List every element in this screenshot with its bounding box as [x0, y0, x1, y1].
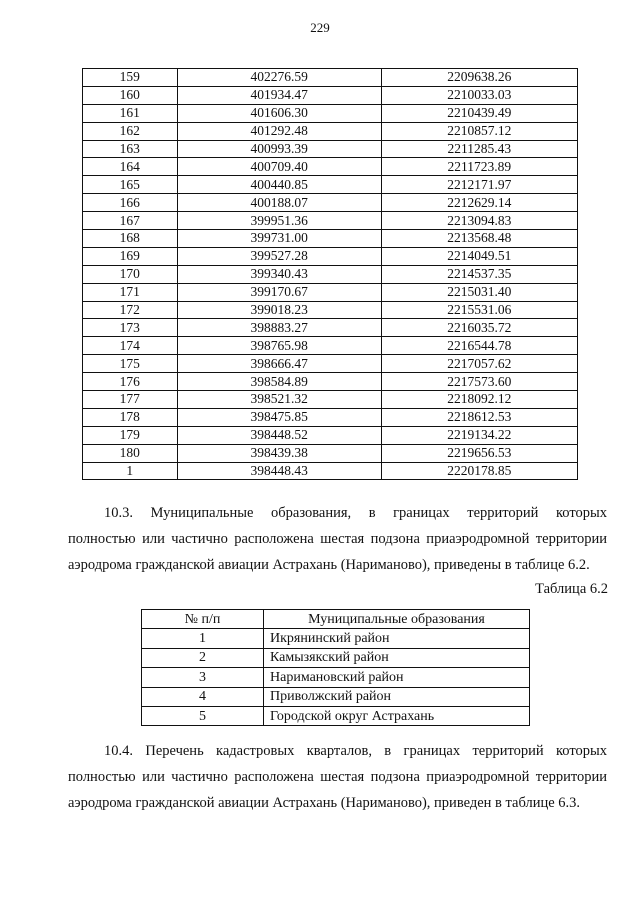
y-coordinate-cell: 2214537.35: [381, 265, 577, 283]
x-coordinate-cell: 399527.28: [177, 247, 381, 265]
paragraph-10-3: [68, 500, 607, 578]
point-number-cell: 162: [83, 122, 178, 140]
table-row: [83, 319, 578, 337]
paragraph-10-4: [68, 738, 607, 816]
table-row: [83, 355, 578, 373]
point-number-cell: 168: [83, 230, 178, 248]
point-number-cell: 174: [83, 337, 178, 355]
y-coordinate-cell: 2216035.72: [381, 319, 577, 337]
table-row: [83, 86, 578, 104]
point-number-cell: 163: [83, 140, 178, 158]
point-number-cell: 169: [83, 247, 178, 265]
row-number-cell: 1: [142, 629, 264, 648]
point-number-cell: 1: [83, 462, 178, 480]
x-coordinate-cell: 398765.98: [177, 337, 381, 355]
y-coordinate-cell: 2217573.60: [381, 373, 577, 391]
point-number-cell: 172: [83, 301, 178, 319]
point-number-cell: 178: [83, 408, 178, 426]
y-coordinate-cell: 2214049.51: [381, 247, 577, 265]
point-number-cell: 171: [83, 283, 178, 301]
y-coordinate-cell: 2215531.06: [381, 301, 577, 319]
y-coordinate-cell: 2217057.62: [381, 355, 577, 373]
point-number-cell: 167: [83, 212, 178, 230]
header-number: № п/п: [142, 610, 264, 629]
x-coordinate-cell: 400188.07: [177, 194, 381, 212]
municipality-name-cell: Икрянинский район: [264, 629, 530, 648]
table-caption: Таблица 6.2: [535, 581, 608, 597]
x-coordinate-cell: 398475.85: [177, 408, 381, 426]
x-coordinate-cell: 401292.48: [177, 122, 381, 140]
table-row: [83, 212, 578, 230]
y-coordinate-cell: 2216544.78: [381, 337, 577, 355]
x-coordinate-cell: 399340.43: [177, 265, 381, 283]
table-row: [83, 194, 578, 212]
point-number-cell: 179: [83, 426, 178, 444]
y-coordinate-cell: 2211723.89: [381, 158, 577, 176]
x-coordinate-cell: 402276.59: [177, 69, 381, 87]
table-row: [142, 648, 530, 667]
table-row: [142, 687, 530, 706]
y-coordinate-cell: 2210439.49: [381, 104, 577, 122]
x-coordinate-cell: 399731.00: [177, 230, 381, 248]
table-row: [83, 426, 578, 444]
municipality-name-cell: Приволжский район: [264, 687, 530, 706]
point-number-cell: 166: [83, 194, 178, 212]
table-row: [83, 265, 578, 283]
x-coordinate-cell: 401934.47: [177, 86, 381, 104]
point-number-cell: 164: [83, 158, 178, 176]
municipal-table: [141, 609, 530, 726]
municipal-table-header-row: [142, 610, 530, 629]
table-row: [142, 629, 530, 648]
x-coordinate-cell: 401606.30: [177, 104, 381, 122]
y-coordinate-cell: 2212629.14: [381, 194, 577, 212]
row-number-cell: 5: [142, 706, 264, 725]
x-coordinate-cell: 398448.52: [177, 426, 381, 444]
x-coordinate-cell: 400993.39: [177, 140, 381, 158]
point-number-cell: 177: [83, 391, 178, 409]
y-coordinate-cell: 2210033.03: [381, 86, 577, 104]
y-coordinate-cell: 2212171.97: [381, 176, 577, 194]
x-coordinate-cell: 398439.38: [177, 444, 381, 462]
x-coordinate-cell: 398584.89: [177, 373, 381, 391]
paragraph-10-4-body: полностью или частично расположена шестая подзона приаэродромной территории аэродрома гражданской авиации Астрахань (Нариманово), приведен в таблице 6.3.: [68, 769, 607, 811]
y-coordinate-cell: 2215031.40: [381, 283, 577, 301]
table-row: [83, 158, 578, 176]
table-row: [142, 706, 530, 725]
row-number-cell: 4: [142, 687, 264, 706]
x-coordinate-cell: 398521.32: [177, 391, 381, 409]
header-municipality: Муниципальные образования: [264, 610, 530, 629]
x-coordinate-cell: 398448.43: [177, 462, 381, 480]
y-coordinate-cell: 2213568.48: [381, 230, 577, 248]
x-coordinate-cell: 399951.36: [177, 212, 381, 230]
point-number-cell: 173: [83, 319, 178, 337]
table-row: [83, 247, 578, 265]
x-coordinate-cell: 399170.67: [177, 283, 381, 301]
coordinates-table: [82, 68, 578, 480]
y-coordinate-cell: 2219656.53: [381, 444, 577, 462]
x-coordinate-cell: 398883.27: [177, 319, 381, 337]
table-row: [83, 391, 578, 409]
municipality-name-cell: Наримановский район: [264, 668, 530, 687]
table-row: [83, 408, 578, 426]
table-row: [83, 69, 578, 87]
table-row: [83, 337, 578, 355]
y-coordinate-cell: 2209638.26: [381, 69, 577, 87]
y-coordinate-cell: 2211285.43: [381, 140, 577, 158]
paragraph-10-4-first-line: 10.4. Перечень кадастровых кварталов, в границах территорий которых: [104, 743, 607, 759]
page-number: 229: [310, 20, 330, 35]
y-coordinate-cell: 2218612.53: [381, 408, 577, 426]
table-row: [83, 283, 578, 301]
x-coordinate-cell: 400440.85: [177, 176, 381, 194]
point-number-cell: 170: [83, 265, 178, 283]
municipality-name-cell: Городской округ Астрахань: [264, 706, 530, 725]
paragraph-10-3-body: полностью или частично расположена шестая подзона приаэродромной территории аэродрома гражданской авиации Астрахань (Нариманово), приведены в таблице 6.2.: [68, 531, 607, 573]
table-row: [83, 462, 578, 480]
point-number-cell: 180: [83, 444, 178, 462]
table-row: [83, 140, 578, 158]
y-coordinate-cell: 2219134.22: [381, 426, 577, 444]
table-row: [83, 176, 578, 194]
y-coordinate-cell: 2218092.12: [381, 391, 577, 409]
point-number-cell: 161: [83, 104, 178, 122]
x-coordinate-cell: 399018.23: [177, 301, 381, 319]
table-row: [83, 444, 578, 462]
y-coordinate-cell: 2213094.83: [381, 212, 577, 230]
x-coordinate-cell: 400709.40: [177, 158, 381, 176]
row-number-cell: 2: [142, 648, 264, 667]
point-number-cell: 176: [83, 373, 178, 391]
y-coordinate-cell: 2210857.12: [381, 122, 577, 140]
table-row: [83, 373, 578, 391]
table-row: [83, 122, 578, 140]
table-row: [83, 104, 578, 122]
y-coordinate-cell: 2220178.85: [381, 462, 577, 480]
table-row: [142, 668, 530, 687]
x-coordinate-cell: 398666.47: [177, 355, 381, 373]
point-number-cell: 175: [83, 355, 178, 373]
point-number-cell: 165: [83, 176, 178, 194]
table-row: [83, 230, 578, 248]
row-number-cell: 3: [142, 668, 264, 687]
table-row: [83, 301, 578, 319]
point-number-cell: 160: [83, 86, 178, 104]
paragraph-10-3-first-line: 10.3. Муниципальные образования, в границах территорий которых: [104, 505, 607, 521]
point-number-cell: 159: [83, 69, 178, 87]
municipality-name-cell: Камызякский район: [264, 648, 530, 667]
